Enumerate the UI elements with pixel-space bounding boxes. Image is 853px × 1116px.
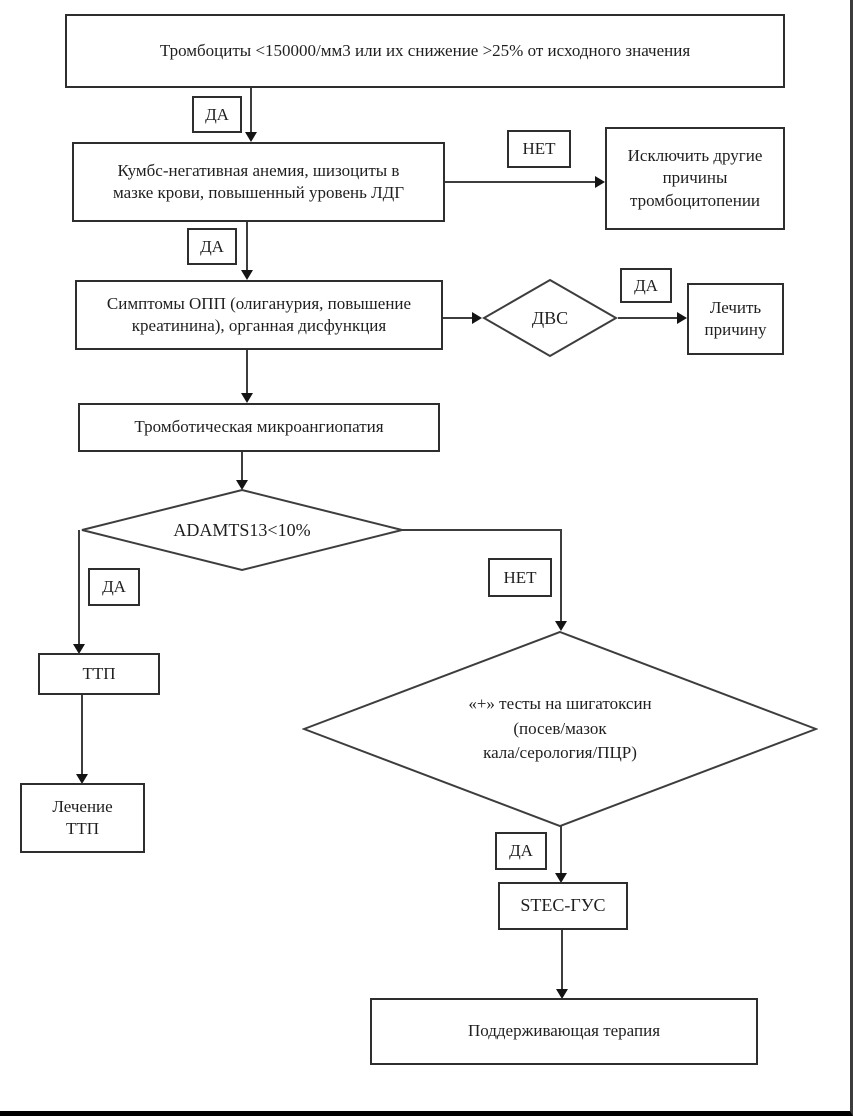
edge-aki-tma (246, 350, 248, 394)
node-coombs-line1: Кумбс-негативная анемия, шизоциты в (117, 160, 400, 180)
node-supportive-therapy-text: Поддерживающая терапия (467, 1021, 661, 1041)
arrowhead-right-icon (677, 312, 687, 324)
node-treat-ttp-line2: ТТП (65, 819, 100, 838)
node-treat-ttp-line1: Лечение (52, 796, 113, 816)
edge-tma-adamts (241, 452, 243, 481)
node-platelets-text: Тромбоциты <150000/мм3 или их снижение >25% от исходного значения (159, 40, 691, 60)
node-aki (75, 280, 443, 350)
arrowhead-right-icon (472, 312, 482, 324)
arrowhead-down-icon (245, 132, 257, 142)
edge-stec-supportive (561, 930, 563, 990)
node-coombs (72, 142, 445, 222)
decision-shigatoxin-line2: (посев/мазок (513, 718, 607, 738)
label-da-2 (187, 228, 237, 265)
edge-aki-dvs (443, 317, 473, 319)
node-coombs-line2: мазке крови, повышенный уровень ЛДГ (112, 183, 405, 202)
edge-coombs-exclude (445, 181, 596, 183)
label-da-3-text: ДА (634, 275, 658, 295)
label-da-1-text: ДА (205, 104, 229, 124)
label-net-2-text: НЕТ (503, 567, 537, 587)
node-exclude-line2: причины (662, 168, 728, 188)
edge-adamts-right (402, 529, 562, 531)
edge-adamts-shiga (560, 529, 562, 622)
node-tma (78, 403, 440, 452)
label-da-3 (620, 268, 672, 303)
node-platelets (65, 14, 785, 88)
edge-adamts-ttp (78, 530, 80, 645)
decision-shigatoxin (302, 630, 818, 828)
arrowhead-down-icon (241, 270, 253, 280)
edge-shiga-stec (560, 826, 562, 874)
node-treat-cause (687, 283, 784, 355)
decision-adamts13-text: ADAMTS13<10% (173, 519, 311, 540)
label-da-4-text: ДА (102, 577, 126, 596)
arrowhead-right-icon (595, 176, 605, 188)
node-exclude-line3: тромбоцитопении (629, 190, 761, 210)
node-stec-hus (498, 882, 628, 930)
label-net-1 (507, 130, 571, 168)
node-exclude-other (605, 127, 785, 230)
label-da-4 (88, 568, 140, 606)
node-tma-text: Тромботическая микроангиопатия (134, 417, 384, 437)
edge-coombs-aki (246, 222, 248, 271)
node-aki-line1: Симптомы ОПП (олиганурия, повышение (106, 293, 412, 313)
arrowhead-down-icon (241, 393, 253, 403)
decision-shigatoxin-line3: кала/серология/ПЦР) (483, 743, 637, 763)
decision-adamts13 (80, 488, 404, 572)
label-da-5 (495, 832, 547, 870)
edge-platelets-coombs (250, 88, 252, 133)
label-net-1-text: НЕТ (522, 139, 556, 158)
decision-shigatoxin-line1: «+» тесты на шигатоксин (468, 694, 652, 714)
node-treat-cause-line1: Лечить (709, 297, 762, 317)
node-ttp (38, 653, 160, 695)
node-exclude-line1: Исключить другие (627, 145, 763, 165)
node-ttp-text: ТТП (82, 663, 116, 683)
edge-dvs-treatcause (618, 317, 678, 319)
label-da-5-text: ДА (509, 841, 533, 860)
node-treat-ttp (20, 783, 145, 853)
label-da-1 (192, 96, 242, 133)
node-treat-cause-line2: причину (704, 320, 767, 339)
node-aki-line2: креатинина), органная дисфункция (131, 316, 387, 335)
decision-dvs (482, 278, 618, 358)
decision-dvs-text: ДВС (531, 307, 569, 328)
edge-ttp-treatttp (81, 695, 83, 775)
label-da-2-text: ДА (200, 236, 224, 256)
label-net-2 (488, 558, 552, 597)
node-supportive-therapy (370, 998, 758, 1065)
node-stec-hus-text: STEC-ГУС (520, 895, 606, 916)
